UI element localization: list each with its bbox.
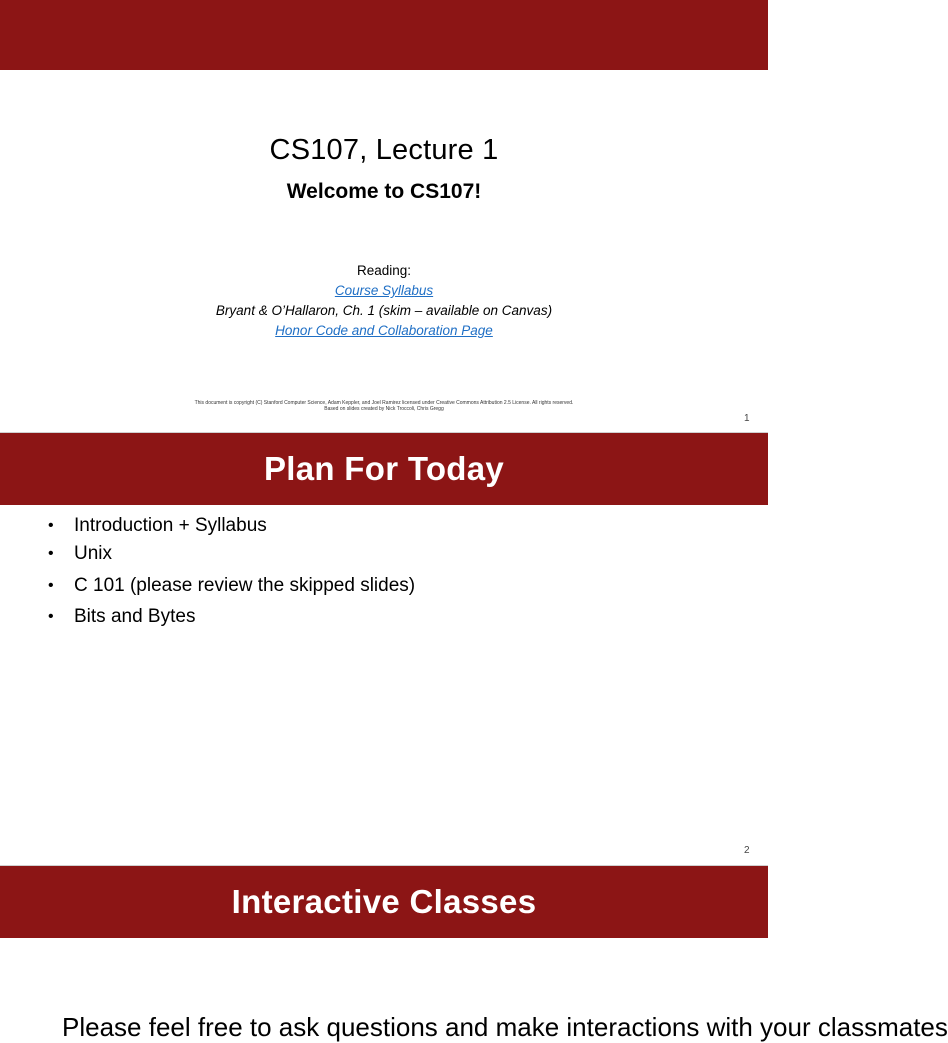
slide-1	[0, 0, 768, 432]
list-item: • C 101 (please review the skipped slides)	[48, 572, 738, 600]
reading-list	[0, 261, 768, 341]
slide-subtitle: Welcome to CS107!	[286, 180, 482, 203]
reading-label: Reading:	[356, 263, 412, 278]
list-item: • Introduction + Syllabus	[48, 512, 738, 540]
list-item: • Unix	[48, 540, 738, 568]
slide-2-header-bar	[0, 433, 768, 505]
slide-title: CS107, Lecture 1	[269, 134, 499, 166]
slide-3-body-text: Please feel free to ask questions and make interactions with your classmates	[62, 1012, 948, 1042]
plan-bullet-list	[48, 512, 738, 631]
page-number-1: 1	[744, 413, 750, 424]
slide-3-header-bar	[0, 866, 768, 938]
slide-2-heading: Plan For Today	[263, 450, 505, 487]
slide-1-header-bar	[0, 0, 768, 70]
bullet-icon: •	[48, 545, 54, 562]
honor-code-link[interactable]: Honor Code and Collaboration Page	[275, 323, 493, 338]
slide-3-heading: Interactive Classes	[231, 883, 537, 920]
copyright-notice	[0, 400, 768, 412]
list-item: • Bits and Bytes	[48, 603, 738, 631]
textbook-reading: Bryant & O’Hallaron, Ch. 1 (skim – available on Canvas)	[215, 303, 553, 318]
bullet-icon: •	[48, 517, 54, 534]
page-number-2: 2	[744, 845, 750, 856]
bullet-icon: •	[48, 608, 54, 625]
course-syllabus-link[interactable]: Course Syllabus	[334, 283, 434, 298]
copyright-line-2: Based on slides created by Nick Troccoli, Chris Gregg	[324, 406, 444, 412]
bullet-icon: •	[48, 577, 54, 594]
copyright-line-1: This document is copyright (C) Stanford Computer Science, Adam Keppler, and Joel Ramirez licensed under Creative Commons Attribution 2.5 License. All rights reserved.	[194, 400, 574, 406]
